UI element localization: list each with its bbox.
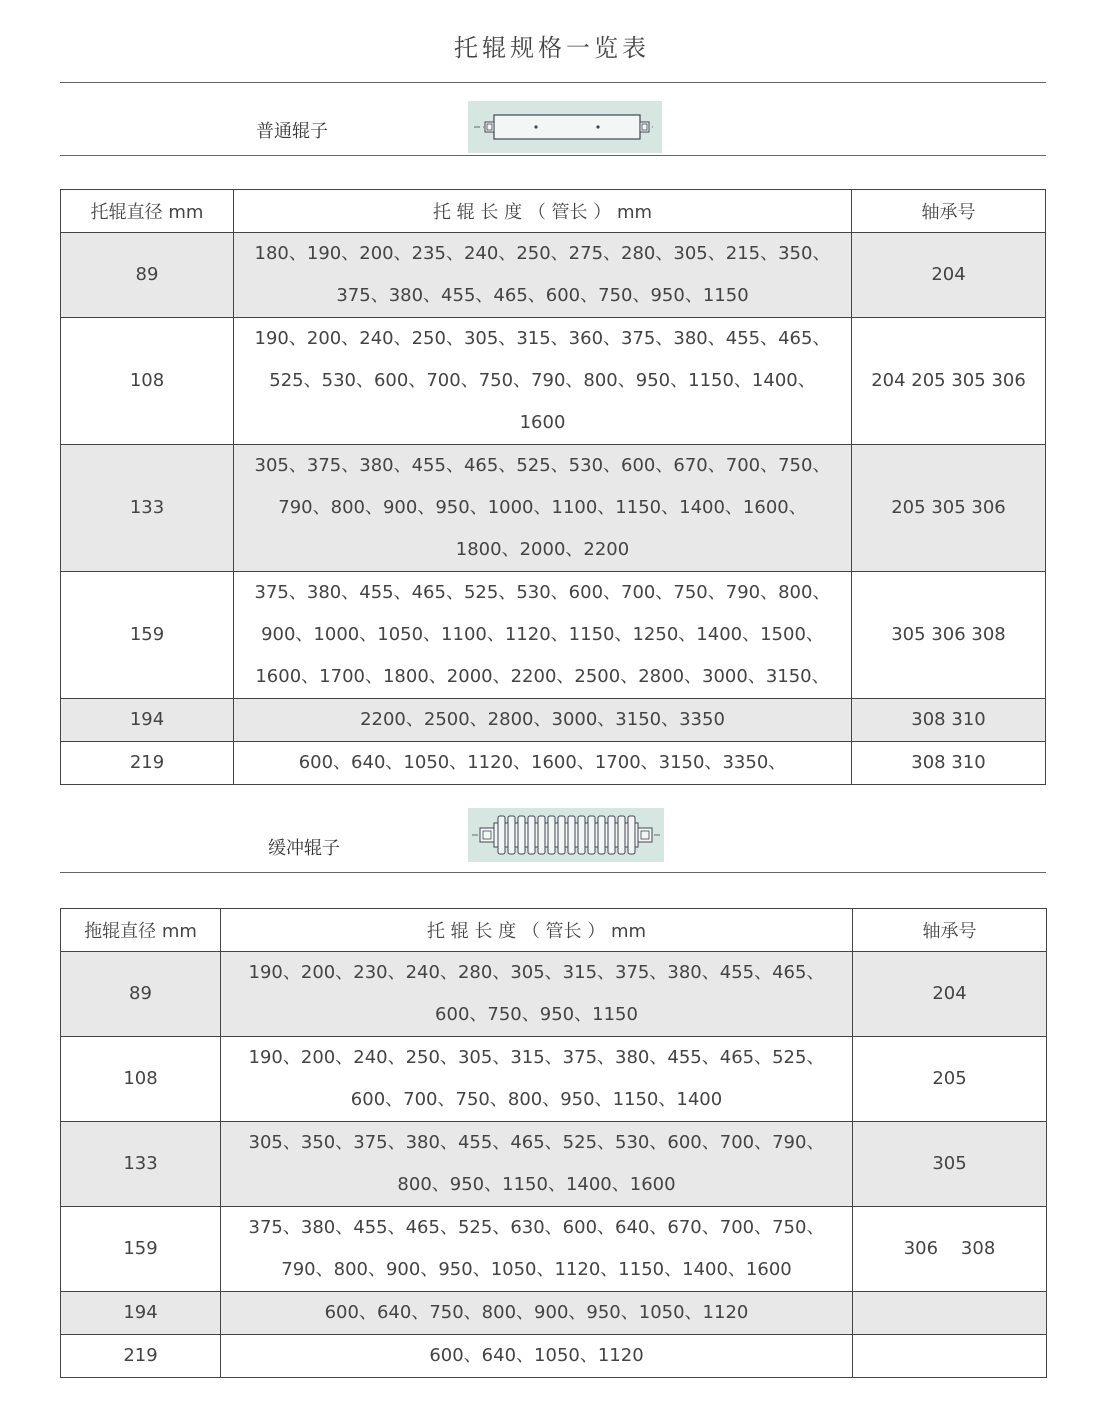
section-label-buffer-roller: 缓冲辊子 bbox=[268, 838, 340, 859]
lengths-cell bbox=[234, 572, 852, 699]
diameter-cell: 194 bbox=[61, 699, 234, 742]
lengths-line: 790、800、900、950、1000、1100、1150、1400、1600、 bbox=[278, 497, 807, 518]
lengths-cell bbox=[221, 1122, 853, 1207]
diameter-cell: 219 bbox=[61, 742, 234, 785]
table-row bbox=[61, 445, 1046, 572]
roller-ring bbox=[598, 816, 605, 854]
table-row bbox=[61, 572, 1046, 699]
roller-ring bbox=[588, 816, 595, 854]
lengths-line: 525、530、600、700、750、790、800、950、1150、1400、 bbox=[269, 370, 816, 391]
lengths-cell bbox=[221, 952, 853, 1037]
table-row bbox=[61, 699, 1046, 742]
roller-ring bbox=[568, 816, 575, 854]
lengths-cell bbox=[221, 1207, 853, 1292]
table-row bbox=[61, 233, 1046, 318]
divider bbox=[60, 872, 1046, 873]
buffer-roller-image bbox=[468, 808, 664, 862]
table-row bbox=[61, 1037, 1047, 1122]
lengths-line: 900、1000、1050、1100、1120、1150、1250、1400、1500、 bbox=[261, 624, 824, 645]
roller-ring bbox=[578, 816, 585, 854]
lengths-cell bbox=[234, 318, 852, 445]
lengths-line: 190、200、240、250、305、315、375、380、455、465、525、 bbox=[248, 1047, 825, 1068]
table-row bbox=[61, 318, 1046, 445]
bearing-cell bbox=[853, 1335, 1047, 1378]
table-row bbox=[61, 1335, 1047, 1378]
table-row bbox=[61, 1122, 1047, 1207]
normal-roller-spec-table bbox=[60, 189, 1046, 785]
header-length: 托 辊 长 度 （ 管长 ） mm bbox=[234, 190, 852, 233]
bearing-cell: 205 305 306 bbox=[852, 445, 1046, 572]
table-row bbox=[61, 1207, 1047, 1292]
lengths-cell bbox=[234, 233, 852, 318]
header-bearing: 轴承号 bbox=[852, 190, 1046, 233]
lengths-line: 1600、1700、1800、2000、2200、2500、2800、3000、3150、 bbox=[255, 666, 830, 687]
page-title: 托辊规格一览表 bbox=[454, 34, 650, 62]
diameter-cell: 133 bbox=[61, 445, 234, 572]
lengths-line: 190、200、230、240、280、305、315、375、380、455、465、 bbox=[248, 962, 825, 983]
bearing-cell: 305 306 308 bbox=[852, 572, 1046, 699]
roller-ring bbox=[538, 816, 545, 854]
lengths-line: 800、950、1150、1400、1600 bbox=[397, 1174, 676, 1195]
bearing-cell: 204 bbox=[852, 233, 1046, 318]
lengths-line: 600、640、1050、1120 bbox=[429, 1345, 644, 1366]
header-diameter: 拖辊直径 mm bbox=[61, 909, 221, 952]
diameter-cell: 194 bbox=[61, 1292, 221, 1335]
lengths-line: 600、700、750、800、950、1150、1400 bbox=[350, 1089, 723, 1110]
lengths-cell bbox=[234, 742, 852, 785]
diameter-cell: 89 bbox=[61, 233, 234, 318]
lengths-line: 375、380、455、465、525、530、600、700、750、790、800、 bbox=[254, 582, 831, 603]
bearing-cell: 305 bbox=[853, 1122, 1047, 1207]
roller-ring bbox=[548, 816, 555, 854]
lengths-cell bbox=[234, 699, 852, 742]
bearing-cell: 204 205 305 306 bbox=[852, 318, 1046, 445]
lengths-line: 600、640、1050、1120、1600、1700、3150、3350、 bbox=[298, 752, 787, 773]
diameter-cell: 89 bbox=[61, 952, 221, 1037]
section-label-normal-roller: 普通辊子 bbox=[256, 121, 328, 142]
divider bbox=[60, 82, 1046, 83]
diameter-cell: 108 bbox=[61, 318, 234, 445]
lengths-line: 305、375、380、455、465、525、530、600、670、700、750、 bbox=[254, 455, 831, 476]
table-row bbox=[61, 1292, 1047, 1335]
diameter-cell: 159 bbox=[61, 1207, 221, 1292]
divider bbox=[60, 155, 1046, 156]
buffer-roller-spec-table bbox=[60, 908, 1047, 1378]
lengths-cell bbox=[221, 1037, 853, 1122]
roller-ring bbox=[628, 816, 635, 854]
lengths-line: 790、800、900、950、1050、1120、1150、1400、1600 bbox=[281, 1259, 792, 1280]
header-length: 托 辊 长 度 （ 管长 ） mm bbox=[221, 909, 853, 952]
bearing-cell: 306 308 bbox=[853, 1207, 1047, 1292]
diameter-cell: 108 bbox=[61, 1037, 221, 1122]
lengths-line: 600、750、950、1150 bbox=[435, 1004, 638, 1025]
roller-ring bbox=[498, 816, 505, 854]
header-bearing: 轴承号 bbox=[853, 909, 1047, 952]
diameter-cell: 219 bbox=[61, 1335, 221, 1378]
lengths-line: 1600 bbox=[519, 412, 566, 433]
lengths-line: 375、380、455、465、600、750、950、1150 bbox=[336, 285, 749, 306]
plain-roller-image bbox=[468, 101, 662, 153]
table-row bbox=[61, 742, 1046, 785]
lengths-line: 2200、2500、2800、3000、3150、3350 bbox=[360, 709, 725, 730]
lengths-line: 1800、2000、2200 bbox=[455, 539, 630, 560]
lengths-line: 600、640、750、800、900、950、1050、1120 bbox=[324, 1302, 749, 1323]
bearing-cell: 204 bbox=[853, 952, 1047, 1037]
roller-ring bbox=[518, 816, 525, 854]
bearing-cell: 205 bbox=[853, 1037, 1047, 1122]
roller-ring bbox=[558, 816, 565, 854]
lengths-cell bbox=[234, 445, 852, 572]
diameter-cell: 133 bbox=[61, 1122, 221, 1207]
lengths-line: 180、190、200、235、240、250、275、280、305、215、350、 bbox=[254, 243, 831, 264]
roller-ring bbox=[508, 816, 515, 854]
lengths-line: 305、350、375、380、455、465、525、530、600、700、790、 bbox=[248, 1132, 825, 1153]
bearing-cell: 308 310 bbox=[852, 699, 1046, 742]
lengths-line: 190、200、240、250、305、315、360、375、380、455、465、 bbox=[254, 328, 831, 349]
bearing-cell bbox=[853, 1292, 1047, 1335]
roller-ring bbox=[618, 816, 625, 854]
lengths-cell bbox=[221, 1292, 853, 1335]
header-diameter: 托辊直径 mm bbox=[61, 190, 234, 233]
diameter-cell: 159 bbox=[61, 572, 234, 699]
bearing-cell: 308 310 bbox=[852, 742, 1046, 785]
table-row bbox=[61, 952, 1047, 1037]
lengths-cell bbox=[221, 1335, 853, 1378]
roller-ring bbox=[528, 816, 535, 854]
lengths-line: 375、380、455、465、525、630、600、640、670、700、750、 bbox=[248, 1217, 825, 1238]
roller-ring bbox=[608, 816, 615, 854]
